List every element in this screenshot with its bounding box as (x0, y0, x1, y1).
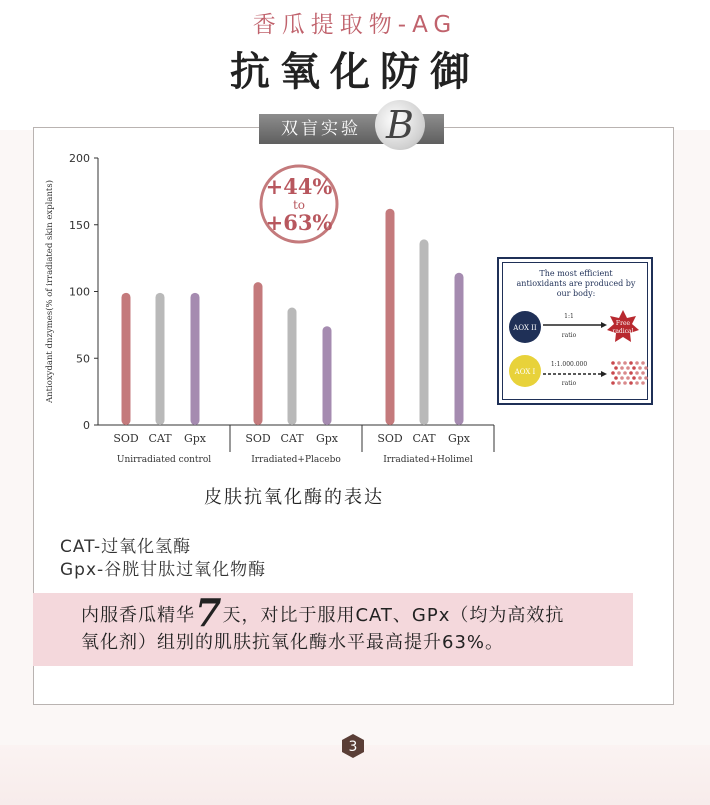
bar-gpx (323, 326, 332, 425)
page-number-badge (340, 733, 366, 759)
category-label: SOD (377, 432, 403, 445)
ratio1-value: 1:1 (564, 313, 574, 320)
bar-cat (420, 239, 429, 425)
free-radical-dot (629, 381, 633, 385)
y-tick-label: 50 (76, 352, 90, 366)
group-label: Irradiated+Placebo (251, 455, 341, 465)
legend-gpx: Gpx-谷胱甘肽过氧化物酶 (60, 560, 267, 580)
free-radical-dot (635, 381, 639, 385)
category-label: SOD (113, 432, 139, 445)
bar-sod (386, 209, 395, 425)
y-tick-label: 200 (69, 152, 90, 165)
free-radical-dot (644, 366, 648, 370)
page-subtitle: 香瓜提取物-AG (252, 12, 458, 38)
free-radical-dot (629, 361, 633, 365)
infobox-title-line1: The most efficient (539, 269, 613, 278)
free-radical-dot (641, 371, 645, 375)
free-radical-dot (638, 376, 642, 380)
highlight-line2: to (292, 198, 306, 212)
experiment-badge-label: 双盲实验 (281, 119, 361, 139)
free-radical-dot (614, 376, 618, 380)
chart-caption: 皮肤抗氧化酶的表达 (204, 487, 384, 508)
free-radical-line2: radical (612, 328, 634, 335)
aox2-label: AOX II (513, 324, 537, 332)
note-prefix: 内服香瓜精华 (81, 605, 195, 626)
free-radical-dot (629, 371, 633, 375)
category-label: CAT (412, 432, 436, 445)
category-label: Gpx (447, 432, 471, 445)
free-radical-dot (623, 361, 627, 365)
y-tick-label: 0 (83, 419, 90, 432)
bar-gpx (191, 293, 200, 425)
ratio2-arrow-head (601, 371, 607, 377)
note-suffix: 天，对比于服用CAT、GPx（均为高效抗 (222, 605, 565, 626)
bar-cat (288, 308, 297, 425)
infobox-title-line2: antioxidants are produced by (516, 279, 636, 288)
y-tick-label: 150 (69, 218, 90, 232)
bar-cat (156, 293, 165, 425)
category-label: Gpx (183, 432, 207, 445)
infobox-inner-frame (502, 262, 648, 400)
free-radical-dots (611, 361, 648, 385)
note-line2: 氧化剂）组别的肌肤抗氧化酶水平最高提升63%。 (81, 632, 505, 653)
free-radical-dot (632, 366, 636, 370)
group-label: Irradiated+Holimel (383, 455, 473, 465)
highlight-line1: +44% (265, 174, 333, 199)
bar-sod (122, 293, 131, 425)
free-radical-dot (614, 366, 618, 370)
antioxidant-infobox (497, 257, 653, 405)
increase-highlight-circle (258, 163, 340, 245)
free-radical-dot (620, 366, 624, 370)
badge-letter: B (386, 103, 414, 147)
free-radical-line1: Free (615, 320, 631, 327)
free-radical-dot (626, 366, 630, 370)
y-axis-title: Antioxydant dnzymes(% of irradiated skin explants) (45, 179, 55, 404)
free-radical-dot (623, 371, 627, 375)
free-radical-dot (620, 376, 624, 380)
result-note (33, 590, 633, 666)
ratio2-label: ratio (561, 380, 577, 387)
group-label: Unirradiated control (116, 455, 212, 465)
legend-cat: CAT-过氧化氢酶 (60, 537, 192, 557)
category-label: SOD (245, 432, 271, 445)
free-radical-dot (611, 381, 615, 385)
category-label: Gpx (315, 432, 339, 445)
free-radical-dot (641, 361, 645, 365)
category-label: CAT (280, 432, 304, 445)
free-radical-dot (617, 361, 621, 365)
free-radical-dot (611, 361, 615, 365)
free-radical-dot (635, 361, 639, 365)
page-number: 3 (348, 739, 358, 755)
note-line1 (81, 590, 633, 635)
free-radical-dot (635, 371, 639, 375)
free-radical-dot (632, 376, 636, 380)
infobox-diagram (503, 263, 649, 401)
page-title: 抗氧化防御 (230, 49, 480, 95)
ratio2-value: 1:1.000.000 (550, 361, 588, 368)
aox1-label: AOX I (514, 368, 536, 376)
y-tick-label: 100 (69, 285, 90, 299)
highlight-line3: +63% (265, 210, 333, 235)
free-radical-dot (644, 376, 648, 380)
free-radical-dot (641, 381, 645, 385)
category-label: CAT (148, 432, 172, 445)
note-number: 7 (195, 590, 223, 635)
infobox-title-line3: our body: (556, 289, 596, 298)
free-radical-dot (638, 366, 642, 370)
free-radical-dot (617, 371, 621, 375)
ratio1-label: ratio (561, 332, 577, 339)
free-radical-dot (611, 371, 615, 375)
bar-gpx (455, 273, 464, 425)
bar-sod (254, 282, 263, 425)
free-radical-dot (623, 381, 627, 385)
free-radical-dot (626, 376, 630, 380)
ratio1-arrow-head (601, 322, 607, 328)
free-radical-dot (617, 381, 621, 385)
